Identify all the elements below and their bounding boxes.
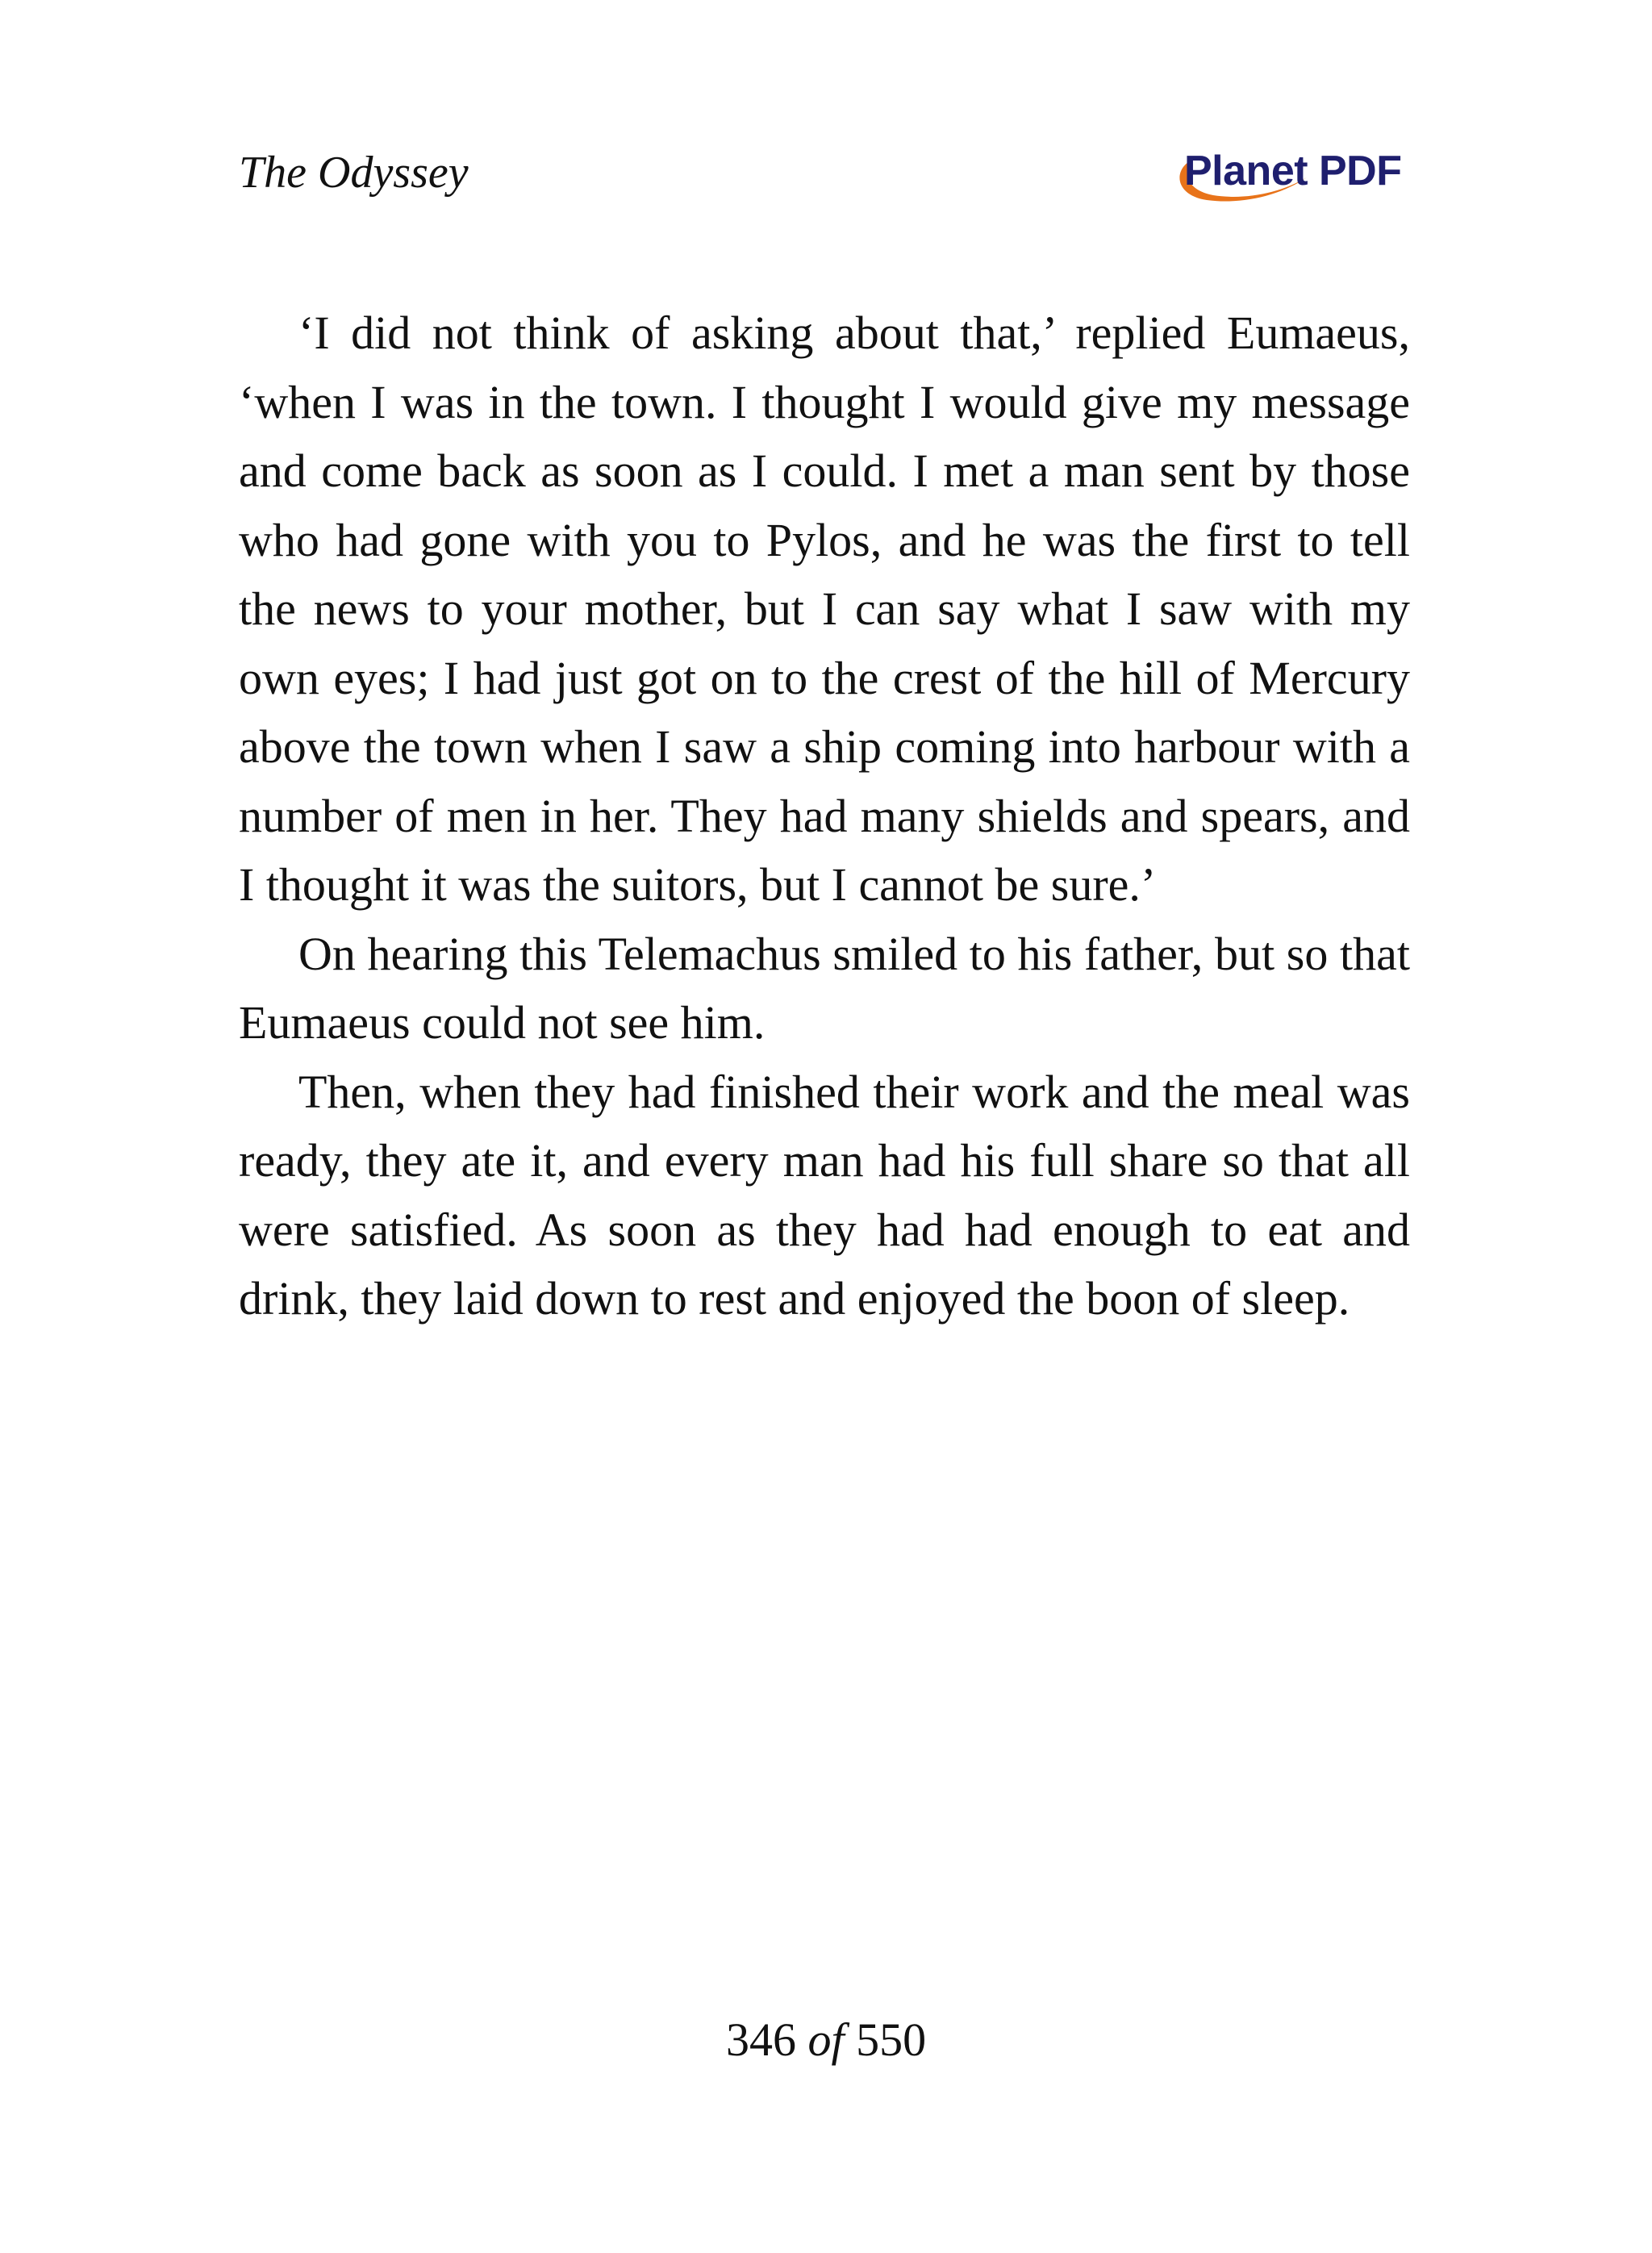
paragraph-3: Then, when they had finished their work and the meal was ready, they ate it, and every man had his full share so that all were satisfied. As soon as they had had enough to eat and drink, they laid down to rest and enjoyed the boon of sleep. (239, 1065, 1410, 1325)
paragraph-1: ‘I did not think of asking about that,’ replied Eumaeus, ‘when I was in the town. I thought I would give my message and come back as soon as I could. I met a man sent by those who had gone with you to Pylos, and he was the first to tell the news to your mother, but I can say what I saw with my own eyes; I had just got on to the crest of the hill of Mercury above the town when I saw a ship coming into harbour with a number of men in her. They had many shields and spears, and I thought it was the suitors, but I cannot be sure.’ (239, 307, 1410, 911)
paragraph-2: On hearing this Telemachus smiled to his father, but so that Eumaeus could not see him. (239, 927, 1410, 1049)
current-page-number: 346 (725, 2013, 796, 2066)
total-pages-number: 550 (856, 2013, 927, 2066)
page-body (239, 298, 1410, 1333)
page-number (0, 2013, 1652, 2066)
book-title: The Odyssey (239, 148, 469, 198)
logo-text: Planet PDF (1184, 148, 1402, 194)
planet-pdf-logo (1168, 145, 1410, 218)
page-of-label: of (807, 2013, 845, 2066)
